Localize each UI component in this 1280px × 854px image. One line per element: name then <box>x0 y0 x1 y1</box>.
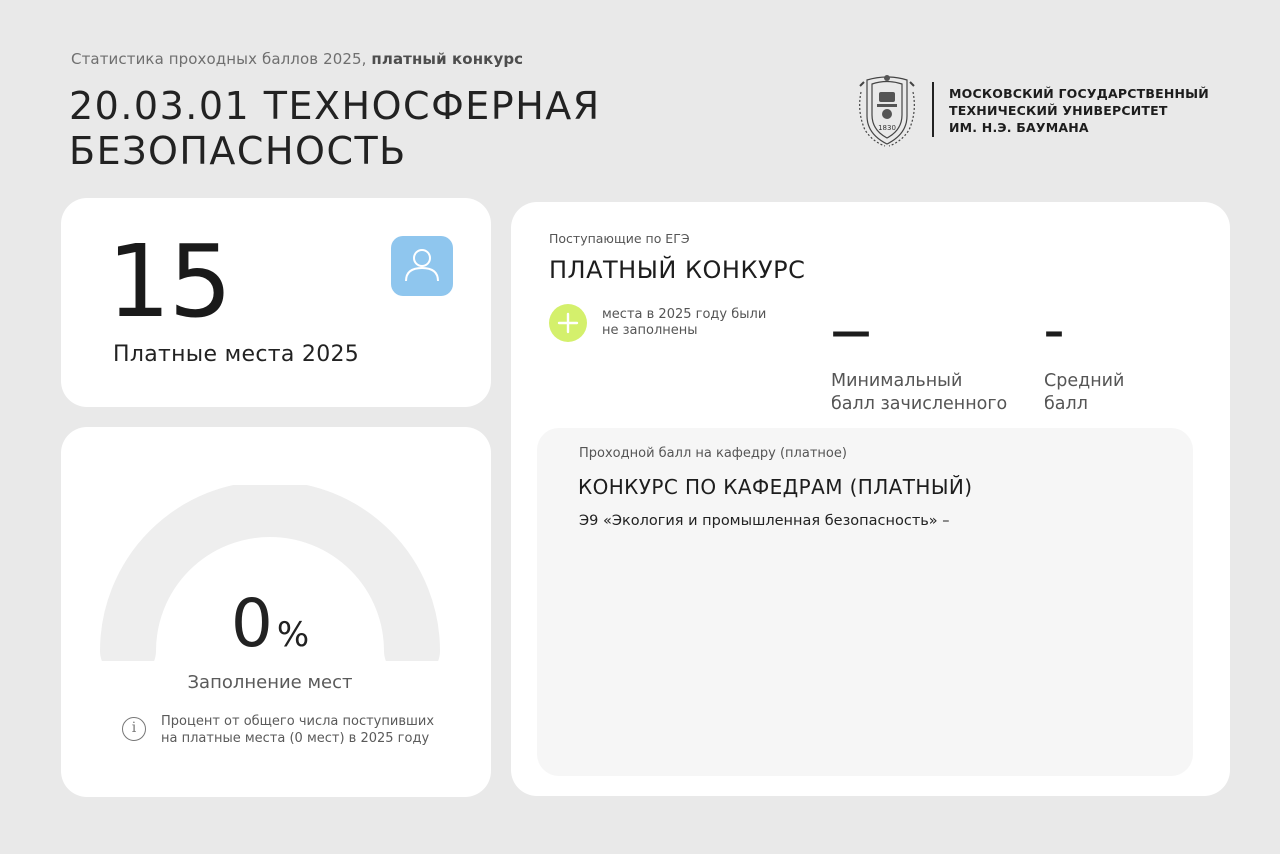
avg-score-value: – <box>1044 309 1064 355</box>
university-name <box>949 85 1209 136</box>
fill-info-text <box>161 713 461 747</box>
min-score-label-line-2: балл зачисленного <box>831 394 1008 414</box>
user-icon <box>391 236 453 296</box>
departments-title: КОНКУРС ПО КАФЕДРАМ (ПЛАТНЫЙ) <box>578 475 973 499</box>
logo-divider <box>932 82 934 137</box>
avg-score-label-line-1: Средний <box>1044 371 1125 391</box>
department-item: Э9 «Экология и промышленная безопасность» – <box>579 513 950 529</box>
note-line-2: не заполнены <box>602 323 698 338</box>
paid-competition-title: ПЛАТНЫЙ КОНКУРС <box>549 256 806 284</box>
avg-score-label <box>1044 370 1124 416</box>
fill-percent <box>61 585 479 670</box>
title-line-2: БЕЗОПАСНОСТЬ <box>69 129 407 173</box>
university-logo <box>855 72 1209 150</box>
fill-percent-sign: % <box>276 615 310 655</box>
title-line-1: 20.03.01 ТЕХНОСФЕРНАЯ <box>69 84 601 128</box>
note-line-1: места в 2025 году были <box>602 307 767 322</box>
paid-seats-label: Платные места 2025 <box>113 342 360 367</box>
emblem-year: 1830 <box>878 124 896 132</box>
page-subtitle <box>71 50 523 68</box>
fill-info-line-1: Процент от общего числа поступивших <box>161 714 435 729</box>
min-score-value: — <box>831 309 871 355</box>
university-name-line-3: ИМ. Н.Э. БАУМАНА <box>949 120 1089 135</box>
ege-label: Поступающие по ЕГЭ <box>549 231 690 246</box>
fill-info-line-2: на платные места (0 мест) в 2025 году <box>161 731 430 746</box>
plus-icon <box>549 304 587 342</box>
departments-panel <box>537 428 1193 776</box>
emblem-icon <box>855 72 919 148</box>
paid-competition-card <box>511 202 1230 796</box>
seats-not-filled-note <box>602 307 766 339</box>
departments-label: Проходной балл на кафедру (платное) <box>579 446 847 461</box>
page-title <box>69 84 709 174</box>
subtitle-text: Статистика проходных баллов 2025, <box>71 50 367 68</box>
plus-badge <box>549 304 587 342</box>
min-score-label-line-1: Минимальный <box>831 371 963 391</box>
fill-rate-card <box>61 427 491 797</box>
info-icon: i <box>122 717 146 741</box>
university-name-line-2: ТЕХНИЧЕСКИЙ УНИВЕРСИТЕТ <box>949 103 1168 118</box>
fill-label: Заполнение мест <box>187 672 353 693</box>
paid-seats-card <box>61 198 491 407</box>
user-badge <box>391 236 453 296</box>
min-score-label <box>831 370 1007 416</box>
fill-percent-value: 0 <box>230 585 273 662</box>
university-name-line-1: МОСКОВСКИЙ ГОСУДАРСТВЕННЫЙ <box>949 86 1209 101</box>
subtitle-bold: платный конкурс <box>371 50 524 68</box>
paid-seats-count: 15 <box>107 223 231 340</box>
avg-score-label-line-2: балл <box>1044 394 1088 414</box>
